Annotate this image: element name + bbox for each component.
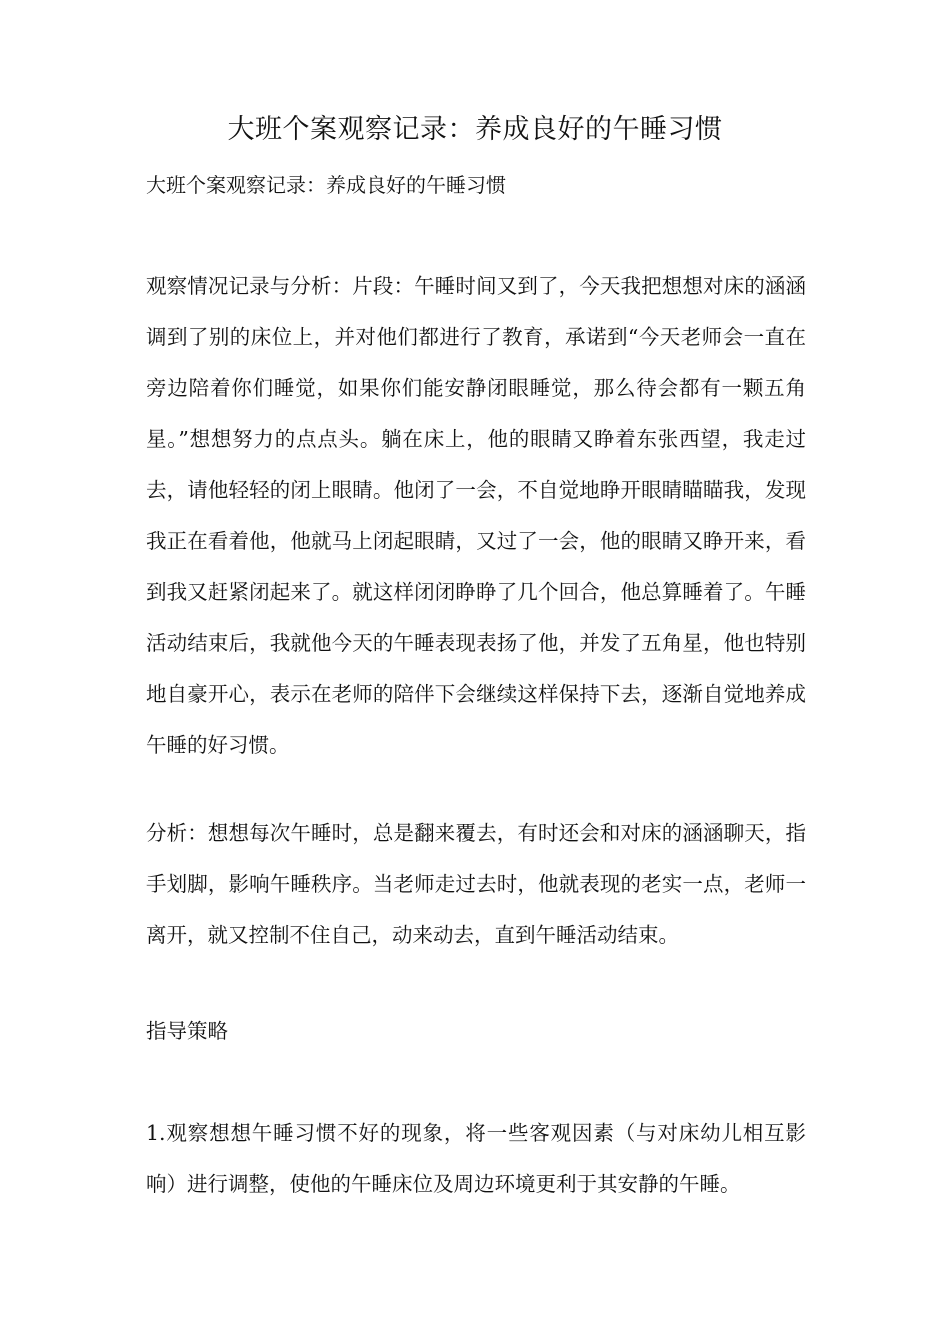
section-heading-guidance-strategy: 指导策略 [146,1019,228,1043]
document-subtitle: 大班个案观察记录：养成良好的午睡习惯 [146,173,506,197]
document-title: 大班个案观察记录：养成良好的午睡习惯 [227,114,723,145]
paragraph-analysis: 分析：想想每次午睡时，总是翻来覆去，有时还会和对床的涵涵聊天，指手划脚，影响午睡秩序。当老师走过去时，他就表现的老实一点，老师一离开，就又控制不住自己，动来动去，直到午睡活动结束。 [146,821,806,947]
paragraph-observation-record: 观察情况记录与分析：片段：午睡时间又到了，今天我把想想对床的涵涵调到了别的床位上，并对他们都进行了教育，承诺到“今天老师会一直在旁边陪着你们睡觉，如果你们能安静闭眼睡觉，那么待会都有一颗五角星。”想想努力的点点头。躺在床上，他的眼睛又睁着东张西望，我走过去，请他轻轻的闭上眼睛。他闭了一会，不自觉地睁开眼睛瞄瞄我，发现我正在看着他，他就马上闭起眼睛，又过了一会，他的眼睛又睁开来，看到我又赶紧闭起来了。就这样闭闭睁睁了几个回合，他总算睡着了。午睡活动结束后，我就他今天的午睡表现表扬了他，并发了五角星，他也特别地自豪开心，表示在老师的陪伴下会继续这样保持下去，逐渐自觉地养成午睡的好习惯。 [146,274,806,757]
paragraph-strategy-item-1: 1.观察想想午睡习惯不好的现象，将一些客观因素（与对床幼儿相互影响）进行调整，使他的午睡床位及周边环境更利于其安静的午睡。 [146,1121,806,1196]
